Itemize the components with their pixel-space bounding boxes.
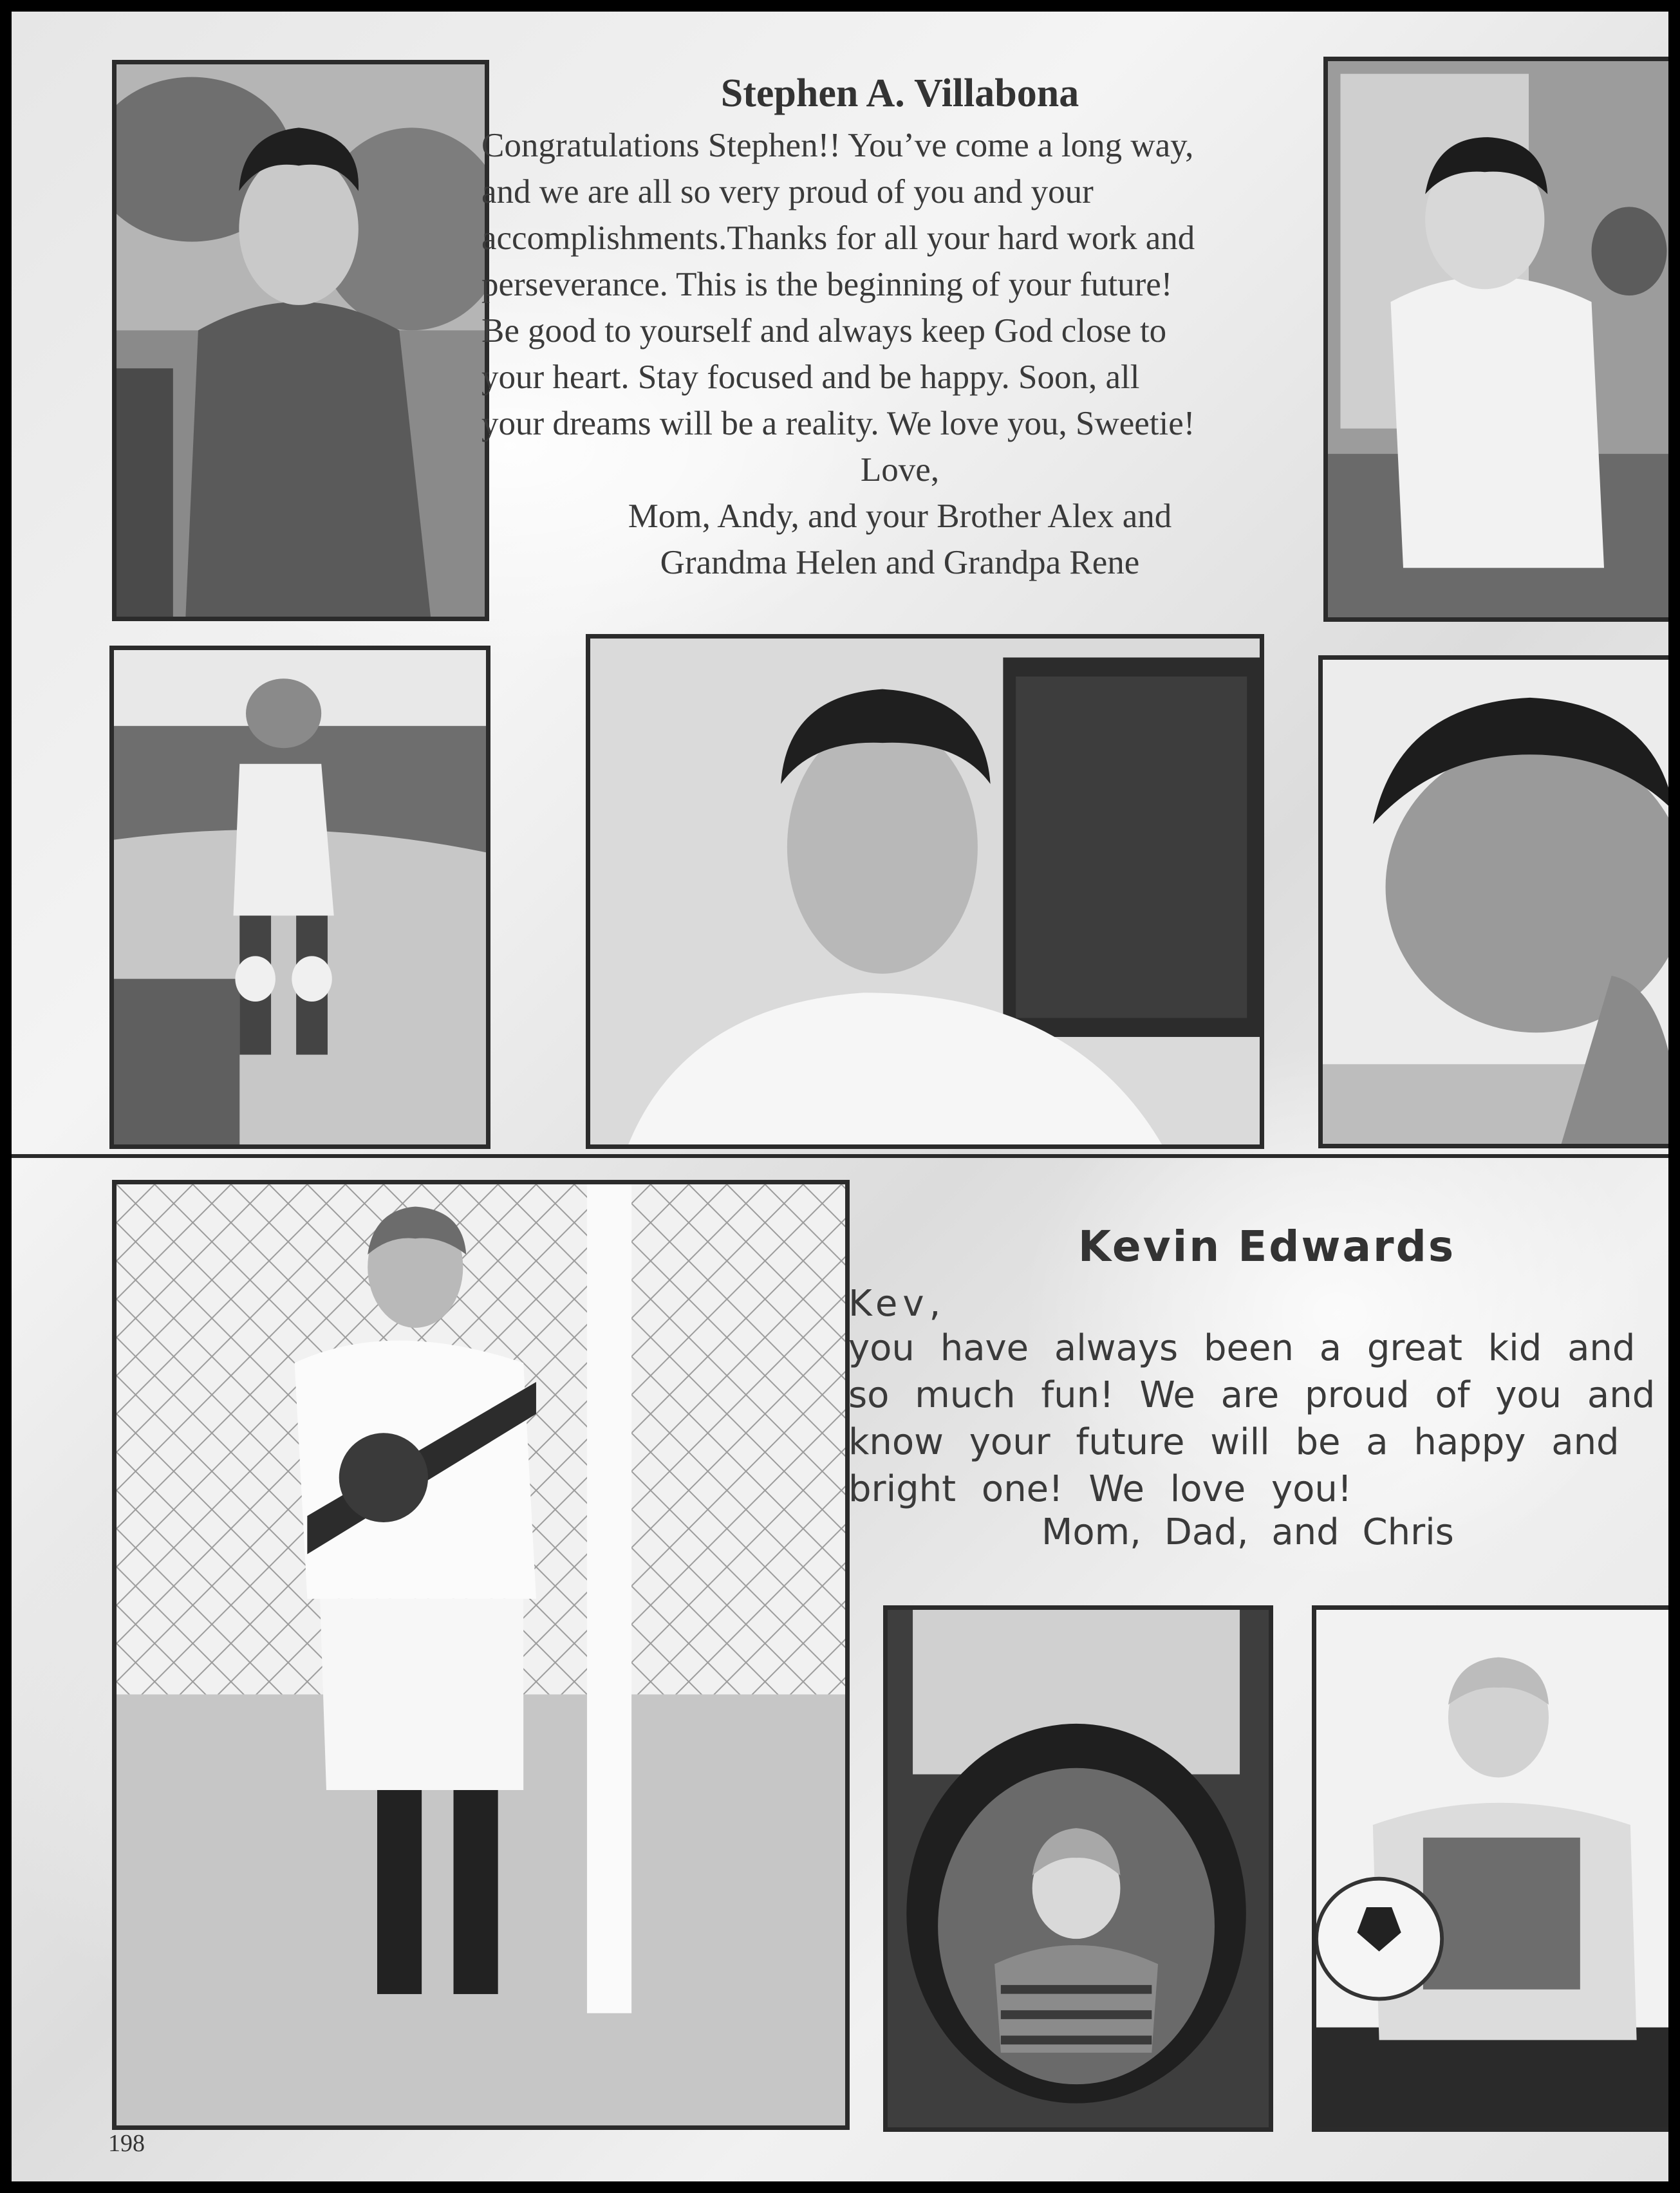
photo-stephen-smiling-closeup bbox=[586, 634, 1264, 1149]
stephen-message-line: perseverance. This is the beginning of your future! bbox=[481, 266, 1173, 303]
photo-stephen-rollerblading bbox=[109, 646, 490, 1149]
kevin-message-line: bright one! We love you! bbox=[848, 1468, 1352, 1510]
stephen-message-line: Congratulations Stephen!! You’ve come a long way, bbox=[481, 127, 1194, 164]
kevin-greeting: Kev, bbox=[848, 1283, 946, 1325]
stephen-signature-line: Grandma Helen and Grandpa Rene bbox=[660, 544, 1140, 581]
kevin-signature: Mom, Dad, and Chris bbox=[1041, 1511, 1454, 1553]
stephen-message-line: Be good to yourself and always keep God close to bbox=[481, 312, 1167, 350]
photo-stephen-laughing-closeup bbox=[1318, 655, 1668, 1148]
stephen-message bbox=[481, 122, 1331, 447]
photo-kevin-child-soccer-ball bbox=[1312, 1605, 1668, 2132]
stephen-message-line: and we are all so very proud of you and your bbox=[481, 173, 1094, 210]
yearbook-page bbox=[12, 12, 1668, 2181]
kevin-message-line: so much fun! We are proud of you and bbox=[848, 1374, 1656, 1416]
stephen-signature-line: Mom, Andy, and your Brother Alex and bbox=[628, 498, 1172, 535]
page-number: 198 bbox=[108, 2130, 145, 2157]
stephen-signature bbox=[481, 447, 1318, 586]
stephen-message-line: your heart. Stay focused and be happy. Soon, all bbox=[481, 359, 1140, 396]
stephen-message-line: your dreams will be a reality. We love you, Sweetie! bbox=[481, 405, 1195, 442]
kevin-name-heading: Kevin Edwards bbox=[1078, 1222, 1456, 1271]
photo-kevin-child-tube-slide bbox=[883, 1605, 1273, 2132]
kevin-message-line: you have always been a great kid and bbox=[848, 1327, 1636, 1369]
kevin-message-line: know your future will be a happy and bbox=[848, 1421, 1619, 1463]
photo-kevin-soccer-uniform bbox=[112, 1180, 850, 2130]
stephen-name-heading: Stephen A. Villabona bbox=[720, 71, 1079, 115]
photo-stephen-senior-portrait bbox=[112, 60, 489, 621]
stephen-signature-line: Love, bbox=[860, 451, 940, 489]
photo-stephen-child-jordan-shirt bbox=[1323, 57, 1668, 622]
stephen-message-line: accomplishments.Thanks for all your hard work and bbox=[481, 219, 1195, 257]
kevin-message bbox=[848, 1325, 1668, 1513]
section-divider bbox=[12, 1154, 1668, 1158]
